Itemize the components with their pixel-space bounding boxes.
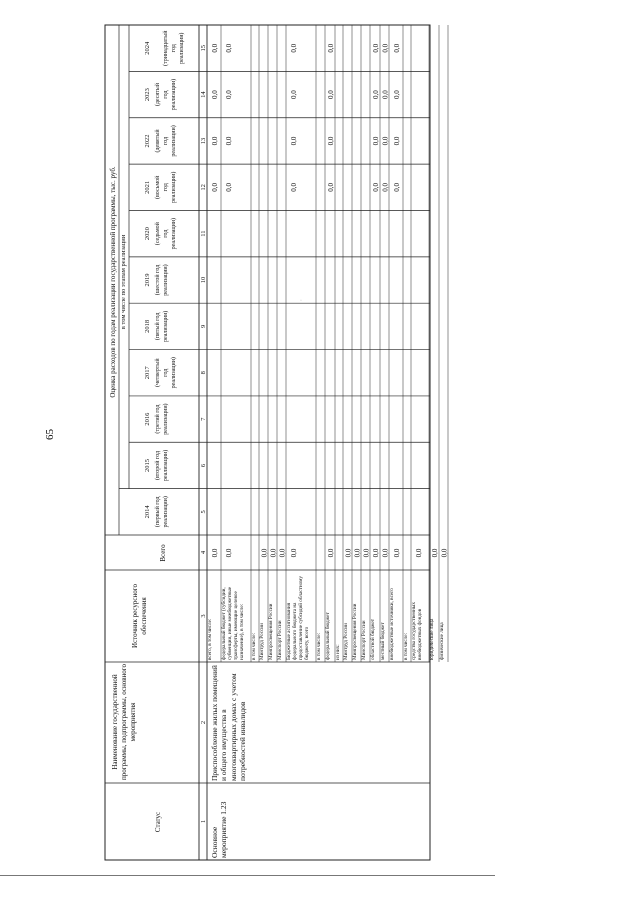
total-value: 0,0 xyxy=(415,548,423,558)
column-number: 14 xyxy=(200,91,207,98)
total-value: 0,0 xyxy=(440,548,449,558)
rotated-table xyxy=(105,25,449,860)
total-value: 0,0 xyxy=(327,548,335,558)
source-label: Минспорт России xyxy=(277,620,283,660)
total-value: 0,0 xyxy=(225,548,233,558)
year-label: 2016 xyxy=(144,412,151,426)
source-label: областной бюджет xyxy=(370,619,376,660)
year-label: 2018 xyxy=(144,319,151,333)
year-value: 0,0 xyxy=(381,182,390,192)
source-label: физические лица xyxy=(439,622,445,660)
table-body xyxy=(208,43,449,858)
year-value: 0,0 xyxy=(327,136,335,146)
total-value: 0,0 xyxy=(269,548,278,558)
year-value: 0,0 xyxy=(393,90,401,99)
year-note: год xyxy=(163,90,169,99)
year-value: 0,0 xyxy=(290,136,298,146)
year-label: 2019 xyxy=(144,273,151,287)
total-value: 0,0 xyxy=(290,548,298,558)
year-label: 2024 xyxy=(144,41,151,55)
bottom-rule xyxy=(0,875,495,876)
year-value: 0,0 xyxy=(225,90,233,99)
source-label: в том числе: xyxy=(251,632,257,660)
year-note: реализации) xyxy=(171,217,177,250)
year-value: 0,0 xyxy=(372,43,380,53)
scan-speck: · xyxy=(300,298,302,304)
column-number: 11 xyxy=(200,230,207,237)
row-name: Приспособление жилых помещений и общего имущества в многоквартирных домах с учетом потребностей инвалидов xyxy=(210,665,248,781)
year-label: 2015 xyxy=(144,458,151,472)
year-value: 0,0 xyxy=(381,136,390,146)
year-note: год xyxy=(171,44,177,53)
year-note: (первый год xyxy=(155,496,161,528)
year-value: 0,0 xyxy=(381,43,390,53)
source-label: из них: xyxy=(335,644,341,660)
year-value: 0,0 xyxy=(225,182,233,192)
header-program-name: Наименование государственной программы, подпрограммы, основного мероприятия xyxy=(111,664,138,780)
total-value: 0,0 xyxy=(431,548,439,558)
source-label: в том числе: xyxy=(403,632,409,660)
year-note: реализации) xyxy=(171,125,177,157)
year-note: реализации) xyxy=(163,403,169,435)
source-label: местный бюджет xyxy=(380,622,386,660)
year-note: реализации) xyxy=(179,32,185,64)
total-value: 0,0 xyxy=(393,548,401,558)
source-label: федеральный бюджет (субсидии, субвенции, иные межбюджетные трансферты, имеющие целевое назначение), в том числе: xyxy=(221,586,245,660)
source-label: всего, в том числе: xyxy=(207,618,213,660)
year-note: (четвертый xyxy=(155,358,161,388)
year-note: реализации) xyxy=(163,264,169,296)
year-note: реализации) xyxy=(163,496,169,528)
total-value: 0,0 xyxy=(211,548,219,558)
year-value: 0,0 xyxy=(327,90,335,99)
year-value: 0,0 xyxy=(393,136,401,146)
header-funding-source: Источник ресурсного обеспечения xyxy=(131,584,149,648)
source-label: Бюджетные ассигнования федерального бюджета на предоставление субсидий областному бюджету, всего xyxy=(286,575,310,660)
year-label: 2017 xyxy=(144,366,151,380)
year-note: (десятый xyxy=(155,83,161,107)
year-note: (тринадцатый xyxy=(163,30,169,66)
source-label: Минспорт России xyxy=(361,620,367,660)
year-label: 2022 xyxy=(144,134,151,148)
year-note: год xyxy=(163,368,169,377)
total-value: 0,0 xyxy=(362,548,371,558)
total-value: 0,0 xyxy=(260,548,269,558)
year-note: год xyxy=(163,136,169,146)
total-value: 0,0 xyxy=(344,548,353,558)
column-number: 15 xyxy=(200,44,207,52)
column-number: 10 xyxy=(200,276,207,284)
total-value: 0,0 xyxy=(278,548,287,558)
source-label: средства государственных внебюджетных фондов xyxy=(411,602,423,660)
year-value: 0,0 xyxy=(211,90,219,99)
year-value: 0,0 xyxy=(327,182,335,192)
year-note: (шестой год xyxy=(155,264,161,296)
column-number: 3 xyxy=(200,614,207,618)
year-value: 0,0 xyxy=(290,90,298,99)
year-value: 0,0 xyxy=(225,136,233,146)
header-subgroup: в том числе по этапам реализации xyxy=(120,234,127,330)
year-value: 0,0 xyxy=(372,90,380,99)
row-status: Основное мероприятие 1.23 xyxy=(210,801,229,858)
year-note: реализации) xyxy=(171,171,177,203)
source-label: Минтруд России xyxy=(343,623,349,660)
year-headers xyxy=(144,30,185,528)
year-note: (седьмой xyxy=(155,222,161,246)
year-value: 0,0 xyxy=(211,43,219,53)
total-value: 0,0 xyxy=(381,548,390,558)
year-label: 2023 xyxy=(144,88,151,102)
year-note: реализации) xyxy=(163,449,169,482)
column-number: 13 xyxy=(200,137,207,145)
year-note: год xyxy=(163,229,169,238)
header-status: Статус xyxy=(154,811,162,833)
year-value: 0,0 xyxy=(225,43,233,53)
year-value: 0,0 xyxy=(372,136,380,146)
year-value: 0,0 xyxy=(372,182,380,192)
header-total: Всего xyxy=(159,544,167,562)
year-value: 0,0 xyxy=(381,90,390,99)
year-note: (третий год xyxy=(155,404,161,434)
source-label: Минпросвещения России xyxy=(352,603,358,660)
year-label: 2014 xyxy=(144,505,151,519)
year-label: 2020 xyxy=(144,227,151,241)
source-label: федеральный бюджет xyxy=(325,612,331,660)
year-note: реализации) xyxy=(163,310,169,343)
column-number: 12 xyxy=(200,184,207,191)
source-label: Минпросвещения России xyxy=(268,603,274,660)
year-note: год xyxy=(163,183,169,192)
year-value: 0,0 xyxy=(290,43,298,53)
page-number: 65 xyxy=(44,429,56,440)
year-label: 2021 xyxy=(144,180,151,194)
year-note: (девятый xyxy=(155,129,161,153)
year-note: (восьмой xyxy=(155,175,161,199)
total-value: 0,0 xyxy=(372,548,380,558)
year-value: 0,0 xyxy=(211,136,219,146)
total-value: 0,0 xyxy=(353,548,362,558)
column-number: 7 xyxy=(200,417,207,421)
year-note: реализации) xyxy=(171,357,177,389)
year-value: 0,0 xyxy=(211,182,219,192)
year-note: (второй год xyxy=(155,450,161,481)
source-label: внебюджетные источники, всего xyxy=(389,588,395,660)
column-number: 6 xyxy=(200,463,207,468)
column-number: 9 xyxy=(200,324,207,329)
column-number: 4 xyxy=(200,550,207,555)
source-label: юридические лица xyxy=(429,618,435,660)
source-label: в том числе: xyxy=(316,632,322,660)
year-value: 0,0 xyxy=(327,43,335,53)
header-group: Оценка расходов по годам реализации государственной программы, тыс. руб. xyxy=(109,166,117,398)
source-label: Минтруд России xyxy=(259,623,265,660)
year-note: (пятый год xyxy=(155,312,161,341)
year-value: 0,0 xyxy=(393,43,401,53)
year-note: реализации) xyxy=(171,78,177,111)
year-value: 0,0 xyxy=(393,182,401,192)
column-number: 8 xyxy=(200,371,207,375)
column-number: 1 xyxy=(200,819,207,824)
column-number-row xyxy=(200,45,207,823)
column-number: 2 xyxy=(200,720,207,725)
year-value: 0,0 xyxy=(290,182,298,192)
budget-table xyxy=(105,25,449,860)
column-number: 5 xyxy=(200,510,207,514)
